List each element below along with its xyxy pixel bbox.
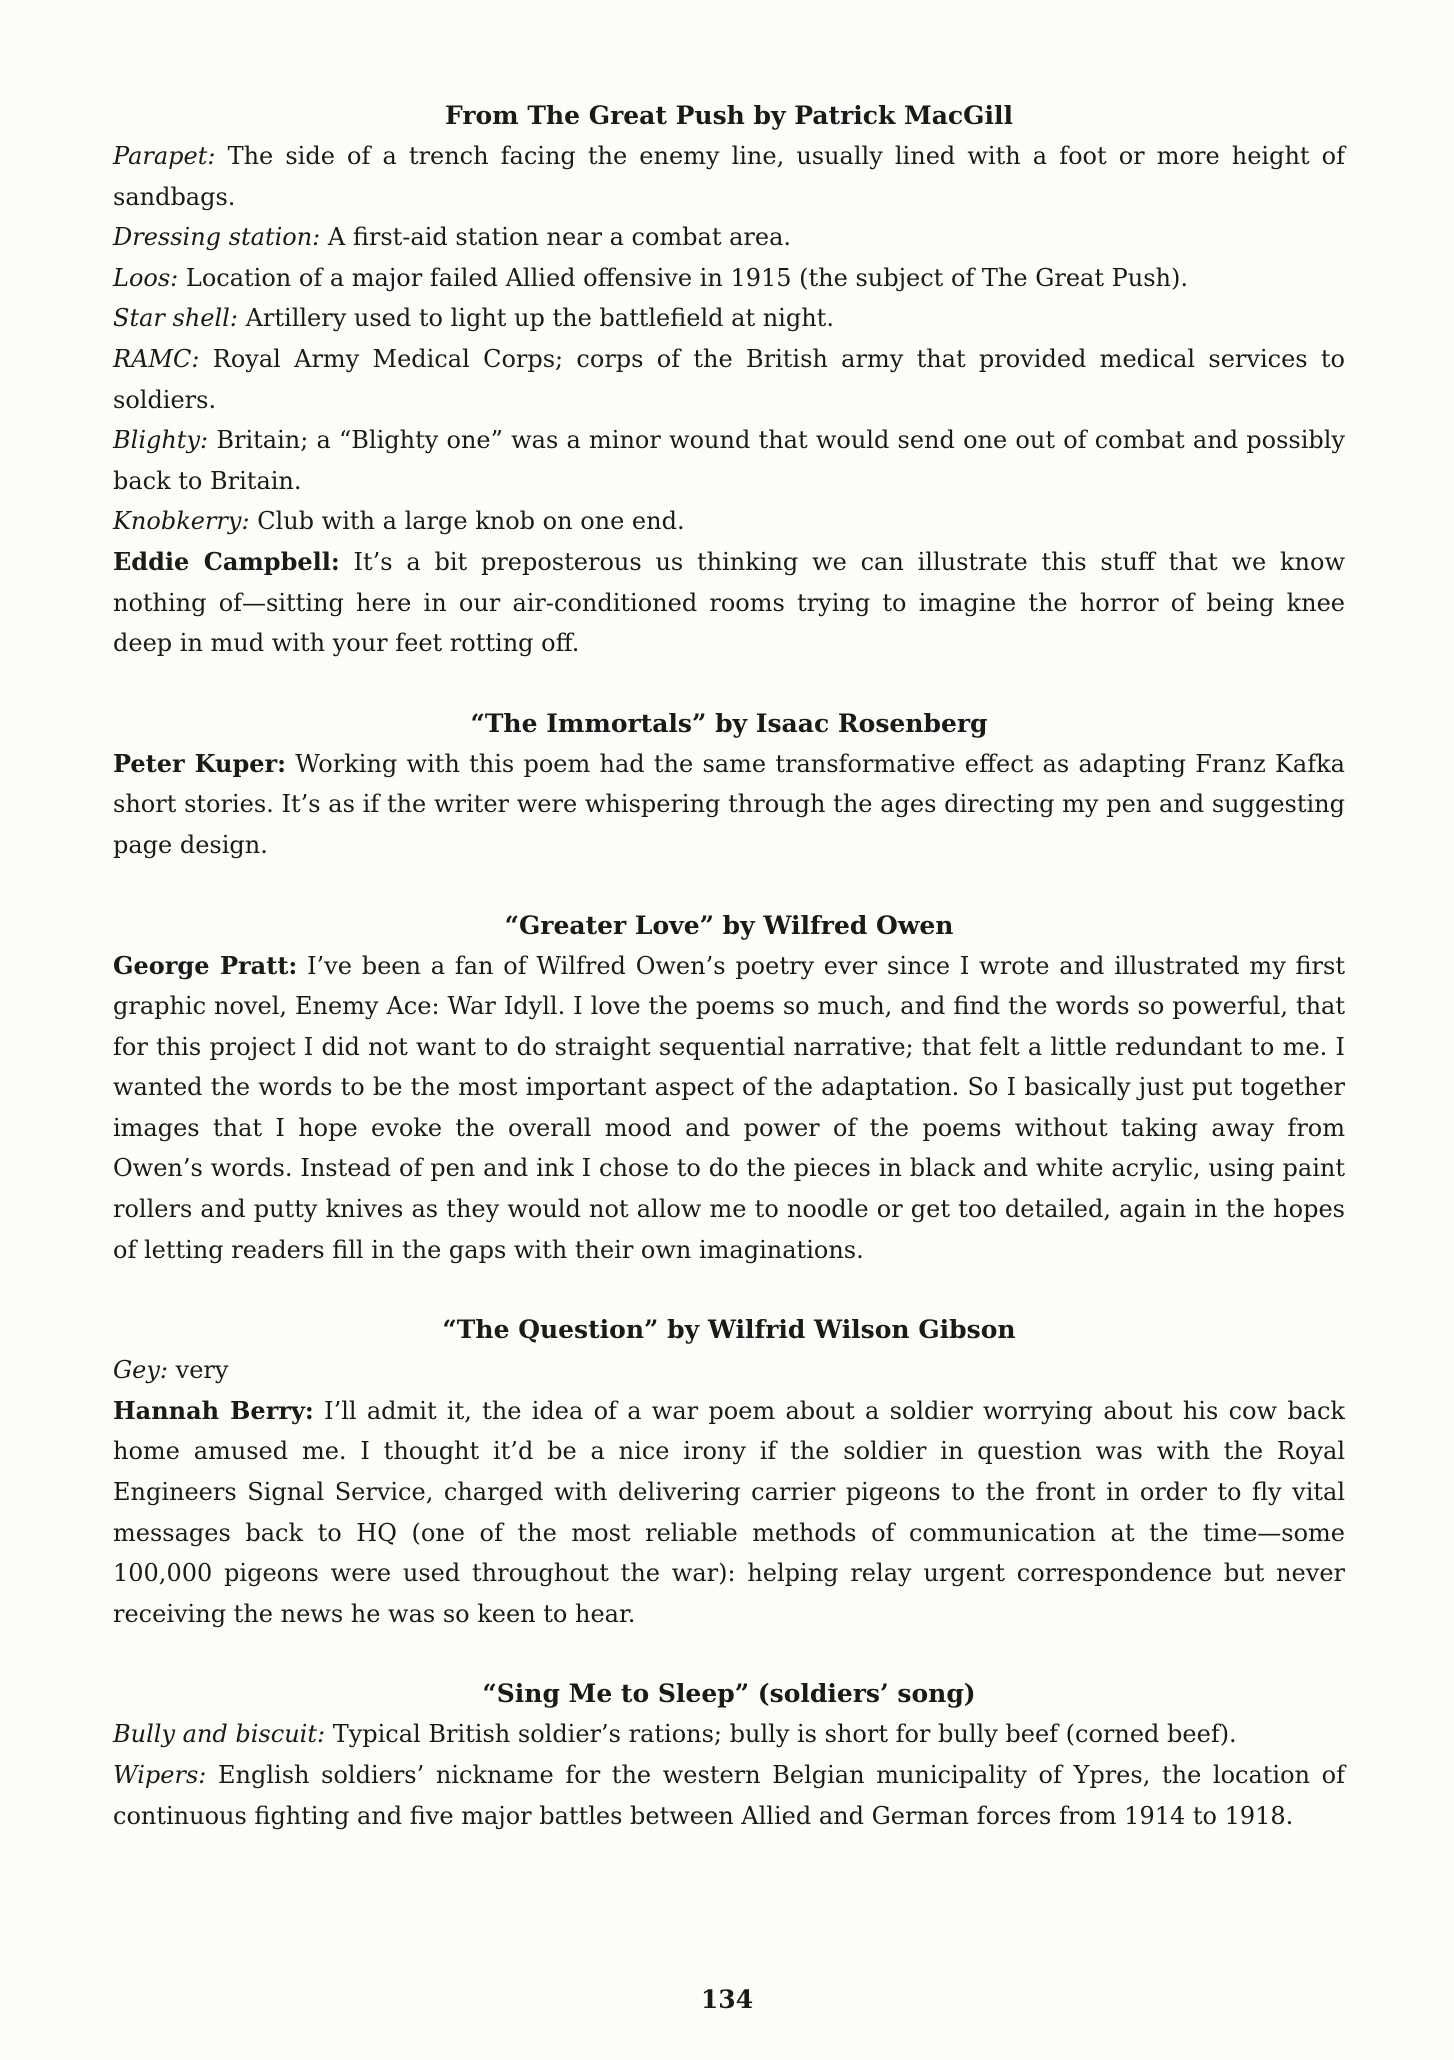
glossary-entry	[113, 339, 1345, 420]
section-heading: From The Great Push by Patrick MacGill	[445, 101, 1013, 130]
artist-comment-text: It’s a bit preposterous us thinking we can illustrate this stuff that we know nothing of—sitting here in our air-conditioned rooms trying to imagine the horror of being knee deep in mud with your feet rotting off.	[113, 547, 1345, 658]
artist-name: Hannah Berry:	[113, 1395, 314, 1425]
artist-comment	[113, 744, 1345, 866]
glossary-definition: Royal Army Medical Corps; corps of the British army that provided medical services to soldiers.	[113, 344, 1345, 414]
artist-name: Eddie Campbell:	[113, 546, 340, 576]
glossary-definition: very	[175, 1356, 229, 1385]
artist-comment-text: I’ll admit it, the idea of a war poem about a soldier worrying about his cow back home amused me. I thought it’d be a nice irony if the soldier in question was with the Royal Engineers Signal Service, charged with delivering carrier pigeons to the front in order to fly vital messages back to HQ (one of the most reliable methods of communication at the time—some 100,000 pigeons were used throughout the war): helping relay urgent correspondence but never receiving the news he was so keen to hear.	[113, 1396, 1345, 1628]
glossary-entry	[113, 217, 1345, 258]
glossary-definition: The side of a trench facing the enemy line, usually lined with a foot or more height of sandbags.	[113, 142, 1345, 211]
glossary-term: Loos:	[113, 263, 179, 292]
glossary-term: Parapet:	[113, 142, 216, 170]
section-sing-me-to-sleep	[113, 1674, 1345, 1836]
glossary-definition: Typical British soldier’s rations; bully is short for bully beef (corned beef).	[332, 1720, 1237, 1749]
glossary-entry	[113, 1755, 1345, 1836]
artist-comment	[113, 946, 1345, 1271]
artist-name: Peter Kuper:	[113, 748, 286, 778]
artist-name: George Pratt:	[113, 950, 298, 980]
section-heading: “Greater Love” by Wilfred Owen	[504, 910, 954, 940]
artist-comment	[113, 1391, 1345, 1635]
glossary-entry	[113, 501, 1345, 542]
artist-comment-text: I’ve been a fan of Wilfred Owen’s poetry ever since I wrote and illustrated my first graphic novel, Enemy Ace: War Idyll. I love the poems so much, and find the words so powerful, that for this project I did not want to do straight sequential narrative; that felt a little redundant to me. I wanted the words to be the most important aspect of the adaptation. So I basically just put together images that I hope evoke the overall mood and power of the poems without taking away from Owen’s words. Instead of pen and ink I chose to do the pieces in black and white acrylic, using paint rollers and putty knives as they would not allow me to noodle or get too detailed, again in the hopes of letting readers fill in the gaps with their own imaginations.	[113, 951, 1345, 1264]
glossary-definition: Location of a major failed Allied offensive in 1915 (the subject of The Great Push).	[185, 263, 1188, 292]
glossary-term: Bully and biscuit:	[113, 1720, 326, 1749]
glossary-definition: English soldiers’ nickname for the western Belgian municipality of Ypres, the location of continuous fighting and five major battles between Allied and German forces from 1914 to 1918.	[113, 1761, 1345, 1830]
artist-comment-text: Working with this poem had the same transformative effect as adapting Franz Kafka short stories. It’s as if the writer were whispering through the ages directing my pen and suggesting page design.	[113, 749, 1345, 859]
glossary-entry	[113, 258, 1345, 299]
glossary-definition: Club with a large knob on one end.	[257, 507, 685, 536]
glossary-term: Dressing station:	[113, 223, 321, 252]
glossary-term: Wipers:	[113, 1761, 207, 1789]
section-heading: “The Question” by Wilfrid Wilson Gibson	[442, 1315, 1016, 1345]
glossary-term: Gey:	[113, 1356, 169, 1385]
glossary-entry	[113, 1714, 1345, 1755]
section-greater-love	[113, 906, 1345, 1271]
section-heading: “Sing Me to Sleep” (soldiers’ song)	[482, 1679, 976, 1709]
glossary-definition: A first-aid station near a combat area.	[327, 223, 792, 252]
glossary-term: Star shell:	[113, 304, 238, 333]
page-number: 134	[700, 1985, 754, 2014]
glossary-entry	[113, 1350, 1345, 1391]
glossary-definition: Artillery used to light up the battlefield at night.	[245, 304, 834, 333]
artist-comment	[113, 542, 1345, 664]
glossary-term: Blighty:	[113, 426, 209, 455]
glossary-term: Knobkerry:	[113, 507, 250, 536]
glossary-entry	[113, 298, 1345, 339]
section-great-push	[113, 96, 1345, 664]
section-the-question	[113, 1310, 1345, 1634]
glossary-content	[113, 96, 1345, 1836]
glossary-entry	[113, 136, 1345, 217]
glossary-entry	[113, 420, 1345, 501]
glossary-term: RAMC:	[113, 344, 200, 373]
section-immortals	[113, 704, 1345, 866]
section-heading: “The Immortals” by Isaac Rosenberg	[470, 708, 988, 738]
glossary-definition: Britain; a “Blighty one” was a minor wound that would send one out of combat and possibly back to Britain.	[113, 426, 1345, 495]
